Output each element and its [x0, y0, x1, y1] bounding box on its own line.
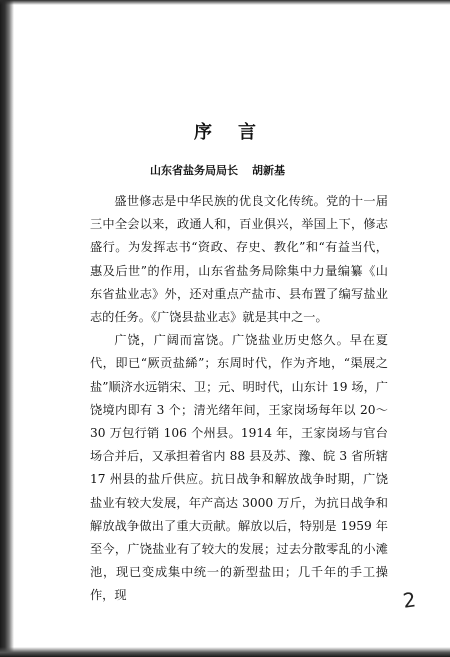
page-title: 序言	[194, 122, 282, 143]
scan-shadow-left	[0, 0, 14, 657]
body-text	[90, 190, 388, 608]
handwritten-page-number: 2	[401, 587, 418, 613]
author-line	[150, 162, 285, 178]
paragraph-2: 广饶，广阔而富饶。广饶盐业历史悠久。早在夏代，即已“厥贡盐絺”；东周时代，作为齐地，“渠展之盐”顺济水远销宋、卫；元、明时代，山东计 19 场，广饶境内即有 3 个；清光绪年间，王家岗场每年以 20～30 万包行销 106 个州县。1914 年，王家岗场与官台场合并后，又承担着省内 88 县及苏、豫、皖 3 省所辖 17 州县的盐斤供应。抗日战争和解放战争时期，广饶盐业有较大发展，年产高达 3000 万斤，为抗日战争和解放战争做出了重大贡献。解放以后，特别是 1959 年至今，广饶盐业有了较大的发展；过去分散零乱的小滩池，现已变成集中统一的新型盐田；几千年的手工操作，现	[90, 333, 388, 603]
author-name: 胡新基	[252, 164, 285, 177]
paragraph-1: 盛世修志是中华民族的优良文化传统。党的十一届三中全会以来，政通人和，百业俱兴，举国上下，修志盛行。为发挥志书“资政、存史、教化”和“有益当代，惠及后世”的作用，山东省盐务局除集中力量编纂《山东省盐业志》外，还对重点产盐市、县布置了编写盐业志的任务。《广饶县盐业志》就是其中之一。	[90, 194, 388, 325]
scan-shadow-top	[0, 0, 450, 5]
scan-shadow-bottom	[0, 647, 450, 657]
author-position: 山东省盐务局局长	[150, 164, 238, 177]
